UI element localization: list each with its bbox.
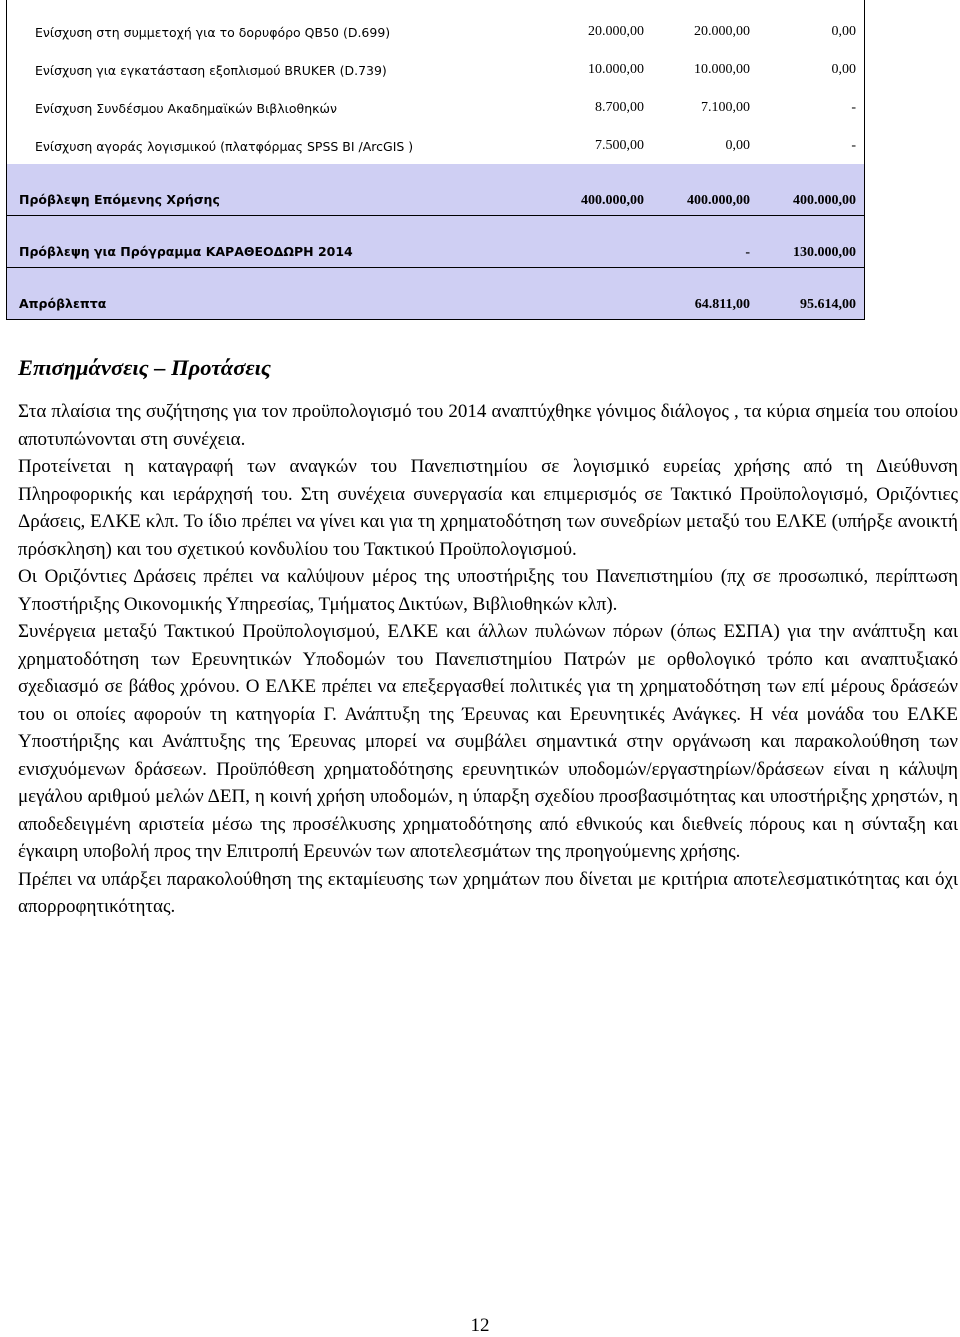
paragraph: Πρέπει να υπάρξει παρακολούθηση της εκταμίευσης των χρημάτων που δίνεται με κριτήρια αποτελεσματικότητας και όχι απορροφητικότητας. <box>18 868 958 917</box>
table-row <box>7 88 864 126</box>
row-value: 7.500,00 <box>595 138 644 153</box>
row-value: - <box>851 100 856 115</box>
budget-table <box>6 0 865 320</box>
row-value: 64.811,00 <box>694 297 750 312</box>
table-row-highlighted <box>7 215 864 267</box>
section-heading: Επισημάνσεις – Προτάσεις <box>18 355 271 380</box>
row-value: 20.000,00 <box>694 24 750 39</box>
row-value: 0,00 <box>725 138 750 153</box>
paragraph: Στα πλαίσια της συζήτησης για τον προϋπολογισμό του 2014 αναπτύχθηκε γόνιμος διάλογος , τα κύρια σημεία του οποίου αποτυπώνονται στη συνέχεια. <box>18 401 958 450</box>
row-value: 8.700,00 <box>595 100 644 115</box>
row-value: 7.100,00 <box>701 100 750 115</box>
row-label: Πρόβλεψη Επόμενης Χρήσης <box>19 192 220 207</box>
row-label: Ενίσχυση Συνδέσμου Ακαδημαϊκών Βιβλιοθηκών <box>35 101 337 116</box>
page-number: 12 <box>470 1315 490 1336</box>
row-value: 20.000,00 <box>588 24 644 39</box>
paragraph: Προτείνεται η καταγραφή των αναγκών του Πανεπιστημίου σε λογισμικό ευρείας χρήσης από τη Διεύθυνση Πληροφορικής και ιεράρχησή του. Στη συνέχεια συνεργασία και επιμερισμός σε Τακτικό Προϋπολογισμό, Οριζόντιες Δράσεις, ΕΛΚΕ κλπ. Το ίδιο πρέπει να γίνει και για τη χρηματοδότηση των συνεδρίων μεταξύ του ΕΛΚΕ (υπήρξε ανοικτή πρόσκληση) και του σχετικού κονδυλίου του Τακτικού Προϋπολογισμού. <box>18 456 958 560</box>
row-label: Ενίσχυση στη συμμετοχή για το δορυφόρο QB50 (D.699) <box>35 25 391 40</box>
table-row <box>7 0 864 50</box>
row-label: Ενίσχυση αγοράς λογισμικού (πλατφόρμας SPSS BI /ArcGIS ) <box>35 139 414 154</box>
row-value: 400.000,00 <box>687 193 750 208</box>
paragraph: Οι Οριζόντιες Δράσεις πρέπει να καλύψουν μέρος της υποστήριξης του Πανεπιστημίου (πχ σε προσωπικό, περίπτωση Υποστήριξης Οικονομικής Υπηρεσίας, Τμήματος Δικτύων, Βιβλιοθηκών κλπ). <box>18 566 958 615</box>
paragraph: Συνέργεια μεταξύ Τακτικού Προϋπολογισμού, ΕΛΚΕ και άλλων πυλώνων πόρων (όπως ΕΣΠΑ) για την ανάπτυξη και χρηματοδότηση των Ερευνητικών Υποδομών του Πανεπιστημίου Πατρών με ορθολογικό τρόπο και αναπτυξιακό σχεδιασμό σε βάθος χρόνου. Ο ΕΛΚΕ πρέπει να επεξεργασθεί πολιτικές για τη χρηματοδότηση των επί μέρους δράσεών του οι οποίες αφορούν τη κατηγορία Γ. Ανάπτυξη της Έρευνας και Ερευνητικές Ανάγκες. Η νέα μονάδα του ΕΛΚΕ Υποστήριξης και Ανάπτυξης της Έρευνας μπορεί να συμβάλει σημαντικά στην οργάνωση και παρακολούθηση των ενισχυόμενων δράσεων. Προϋπόθεση χρηματοδότησης ερευνητικών υποδομών/εργαστηρίων/δράσεων είναι η κάλυψη μεγάλου αριθμού μελών ΔΕΠ, η κοινή χρήση υποδομών, η ύπαρξη σχεδίου προσβασιμότητας και υποστήριξης χρηστών, η αποδεδειγμένη αριστεία μέσω της προσέλκυσης χρηματοδότησης από εθνικούς και διεθνείς πόρους και η σύνταξη και έγκαιρη υποβολή προς την Επιτροπή Ερευνών των αποτελεσμάτων της προηγούμενης χρήσης. <box>18 621 958 862</box>
table-row-highlighted <box>7 267 864 319</box>
row-label: Ενίσχυση για εγκατάσταση εξοπλισμού BRUKER (D.739) <box>35 63 387 78</box>
table-row-highlighted <box>7 164 864 215</box>
table-row <box>7 50 864 88</box>
row-value: 0,00 <box>831 62 856 77</box>
row-value: 130.000,00 <box>793 245 856 260</box>
row-value: - <box>745 245 750 260</box>
row-label: Πρόβλεψη για Πρόγραμμα ΚΑΡΑΘΕΟΔΩΡΗ 2014 <box>19 244 353 259</box>
row-value: - <box>851 138 856 153</box>
notes-section <box>18 355 958 921</box>
row-value: 400.000,00 <box>581 193 644 208</box>
row-value: 95.614,00 <box>800 297 856 312</box>
table-row <box>7 126 864 164</box>
row-value: 10.000,00 <box>694 62 750 77</box>
row-value: 10.000,00 <box>588 62 644 77</box>
row-value: 0,00 <box>831 24 856 39</box>
row-value: 400.000,00 <box>793 193 856 208</box>
row-label: Απρόβλεπτα <box>19 296 107 311</box>
